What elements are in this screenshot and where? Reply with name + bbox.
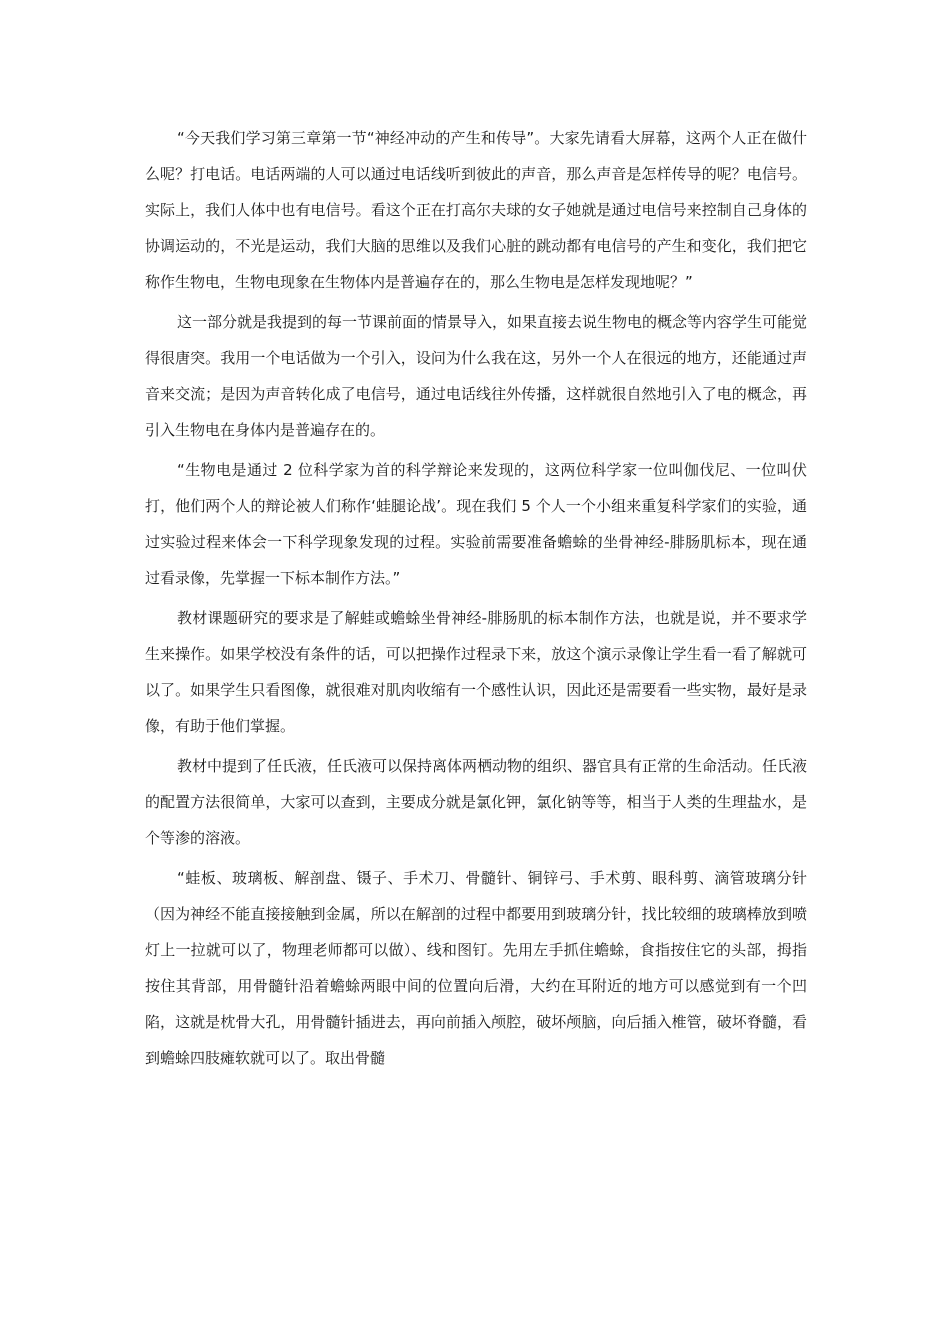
paragraph-ringer-solution: 教材中提到了任氏液，任氏液可以保持离体两栖动物的组织、器官具有正常的生命活动。任氏液的配置方法很简单，大家可以查到，主要成分就是氯化钾，氯化钠等等，相当于人类的生理盐水，是个等渗的溶液。 [145, 757, 808, 847]
paragraph-scientist-quote: “生物电是通过 2 位科学家为首的科学辩论来发现的，这两位科学家一位叫伽伐尼、一位叫伏打，他们两个人的辩论被人们称作‘蛙腿论战’。现在我们 5 个人一个小组来重复科学家们的实验，通过实验过程来体会一下科学现象发现的过程。实验前需要准备蟾蜍的坐骨神经-腓肠肌标本，现在通过看录像，先掌握一下标本制作方法。” [145, 461, 807, 587]
paragraph-scene-explanation: 这一部分就是我提到的每一节课前面的情景导入，如果直接去说生物电的概念等内容学生可能觉得很唐突。我用一个电话做为一个引入，设问为什么我在这，另外一个人在很远的地方，还能通过声音来交流；是因为声音转化成了电信号，通过电话线往外传播，这样就很自然地引入了电的概念，再引入生物电在身体内是普遍存在的。 [145, 313, 808, 439]
paragraph-textbook-requirement: 教材课题研究的要求是了解蛙或蟾蜍坐骨神经-腓肠肌的标本制作方法，也就是说，并不要求学生来操作。如果学校没有条件的话，可以把操作过程录下来，放这个演示录像让学生看一看了解就可以了。如果学生只看图像，就很难对肌肉收缩有一个感性认识，因此还是需要看一些实物，最好是录像，有助于他们掌握。 [145, 609, 807, 735]
paragraph-procedure-quote: “蛙板、玻璃板、解剖盘、镊子、手术刀、骨髓针、铜锌弓、手术剪、眼科剪、滴管玻璃分针（因为神经不能直接接触到金属，所以在解剖的过程中都要用到玻璃分针，找比较细的玻璃棒放到喷灯上一拉就可以了，物理老师都可以做）、线和图钉。先用左手抓住蟾蜍，食指按住它的头部，拇指按住其背部，用骨髓针沿着蟾蜍两眼中间的位置向后滑，大约在耳附近的地方可以感觉到有一个凹陷，这就是枕骨大孔，用骨髓针插进去，再向前插入颅腔，破坏颅脑，向后插入椎管，破坏脊髓，看到蟾蜍四肢瘫软就可以了。取出骨髓 [145, 869, 807, 1067]
paragraph-intro-quote: “今天我们学习第三章第一节“神经冲动的产生和传导”。大家先请看大屏幕，这两个人正在做什么呢？打电话。电话两端的人可以通过电话线听到彼此的声音，那么声音是怎样传导的呢？电信号。实际上，我们人体中也有电信号。看这个正在打高尔夫球的女子她就是通过电信号来控制自己身体的协调运动的，不光是运动，我们大脑的思维以及我们心脏的跳动都有电信号的产生和变化，我们把它称作生物电，生物电现象在生物体内是普遍存在的，那么生物电是怎样发现地呢？” [145, 129, 807, 291]
document-body [145, 120, 807, 1080]
